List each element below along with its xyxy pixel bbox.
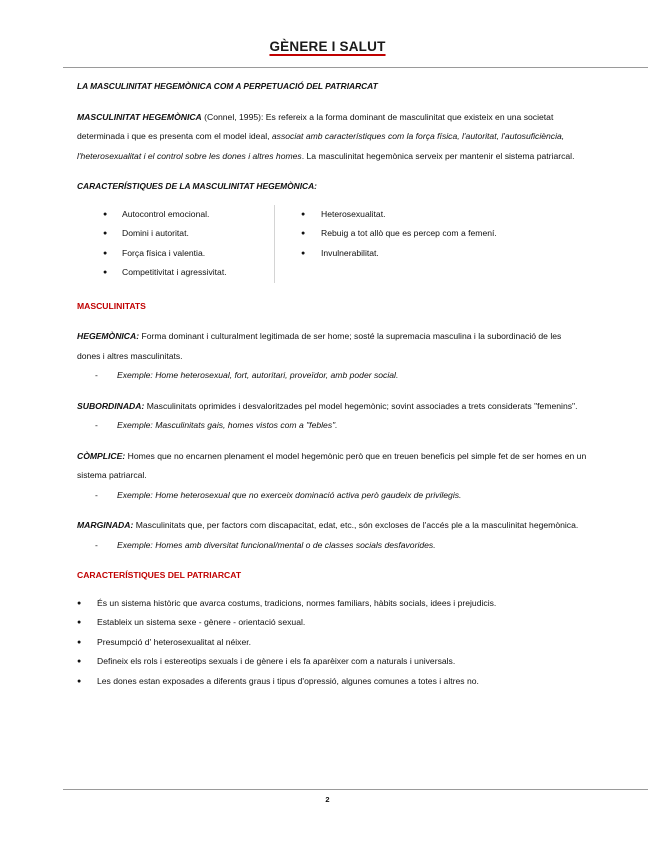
example-item: - Exemple: Homes amb diversitat funcional/mental o de classes socials desfavorides. [77, 536, 587, 556]
list-item: ● Defineix els rols i estereotips sexuals i de gènere i els fa aparèixer com a naturals i universals. [77, 652, 587, 672]
masculinity-term: CÒMPLICE: [77, 450, 126, 461]
example-item: - Exemple: Home heterosexual, fort, autoritari, proveïdor, amb poder social. [77, 366, 587, 386]
example-item: - Exemple: Home heterosexual que no exerceix dominació activa però gaudeix de privilegis. [77, 486, 587, 506]
intro-term: MASCULINITAT HEGEMÒNICA [77, 111, 202, 122]
list-item: ● Estableix un sistema sexe - gènere - orientació sexual. [77, 613, 587, 633]
list-item: ● Rebuig a tot allò que es percep com a femení. [301, 224, 581, 244]
example-item: - Exemple: Masculinitats gais, homes vistos com a "febles". [77, 416, 587, 436]
intro-paragraph [77, 108, 587, 167]
list-item: ● Competitivitat i agressivitat. [77, 263, 274, 283]
list-item: ● Autocontrol emocional. [77, 205, 274, 225]
list-item: ● Domini i autoritat. [77, 224, 274, 244]
patriarcat-list [77, 594, 587, 692]
characteristics-heading: CARACTERÍSTIQUES DE LA MASCULINITAT HEGEMÒNICA: [77, 181, 317, 191]
section-heading: LA MASCULINITAT HEGEMÒNICA COM A PERPETUACIÓ DEL PATRIARCAT [77, 81, 378, 91]
list-item: ● Les dones estan exposades a diferents graus i tipus d'opressió, algunes comunes a totes i altres no. [77, 672, 587, 692]
masculinitats-heading: MASCULINITATS [77, 300, 146, 311]
masculinity-definition [77, 397, 587, 417]
page-title-wrap [0, 38, 655, 56]
intro-italic: associat amb característiques com la força física, l'autoritat, l'autosuficiència, l'heterosexualitat i el control sobre les dones i altres homes [77, 131, 565, 161]
page-title: GÈNERE I SALUT [269, 39, 386, 54]
masculinity-definition [77, 447, 587, 486]
patriarcat-heading: CARACTERÍSTIQUES DEL PATRIARCAT [77, 570, 242, 580]
masculinity-term: MARGINADA: [77, 520, 134, 530]
list-item: ● Força física i valentia. [77, 244, 274, 264]
list-item: ● Presumpció d' heterosexualitat al néixer. [77, 633, 587, 653]
bottom-divider [63, 789, 648, 790]
characteristics-left-col [77, 205, 274, 283]
masculinity-text: Masculinitats oprimides i desvaloritzades pel model hegemònic; sovint associades a trets considerats "femenins". [144, 400, 578, 411]
masculinity-term: HEGEMÒNICA: [77, 331, 140, 341]
intro-rest: . La masculinitat hegemònica serveix per mantenir el sistema patriarcal. [301, 150, 575, 161]
masculinity-definition [77, 516, 587, 536]
characteristics-columns [77, 205, 587, 283]
masculinity-definition [77, 327, 587, 366]
masculinity-text: Homes que no encarnen plenament el model hegemònic però que en treuen beneficis pel simple fet de ser homes en un sistema patriarcal. [77, 450, 587, 480]
top-divider [63, 67, 648, 68]
intro-ref: (Connel, 1995): Es refereix a la forma dominant de masculinitat que existeix en una societat determinada i que es presenta com el model ideal, [77, 111, 554, 141]
masculinity-text: Forma dominant i culturalment legitimada de ser home; sosté la supremacia masculina i la subordinació de les dones i altres masculinitats. [77, 331, 562, 361]
list-item: ● Invulnerabilitat. [301, 244, 581, 264]
list-item: ● Heterosexualitat. [301, 205, 581, 225]
page-number: 2 [325, 795, 330, 804]
content [77, 77, 587, 691]
characteristics-right-col [274, 205, 581, 283]
list-item: ● És un sistema històric que avarca costums, tradicions, normes familiars, hàbits socials, idees i prejudicis. [77, 594, 587, 614]
masculinity-text: Masculinitats que, per factors com discapacitat, edat, etc., són excloses de l'accés ple a la masculinitat hegemònica. [133, 520, 579, 530]
masculinity-term: SUBORDINADA: [77, 400, 145, 411]
